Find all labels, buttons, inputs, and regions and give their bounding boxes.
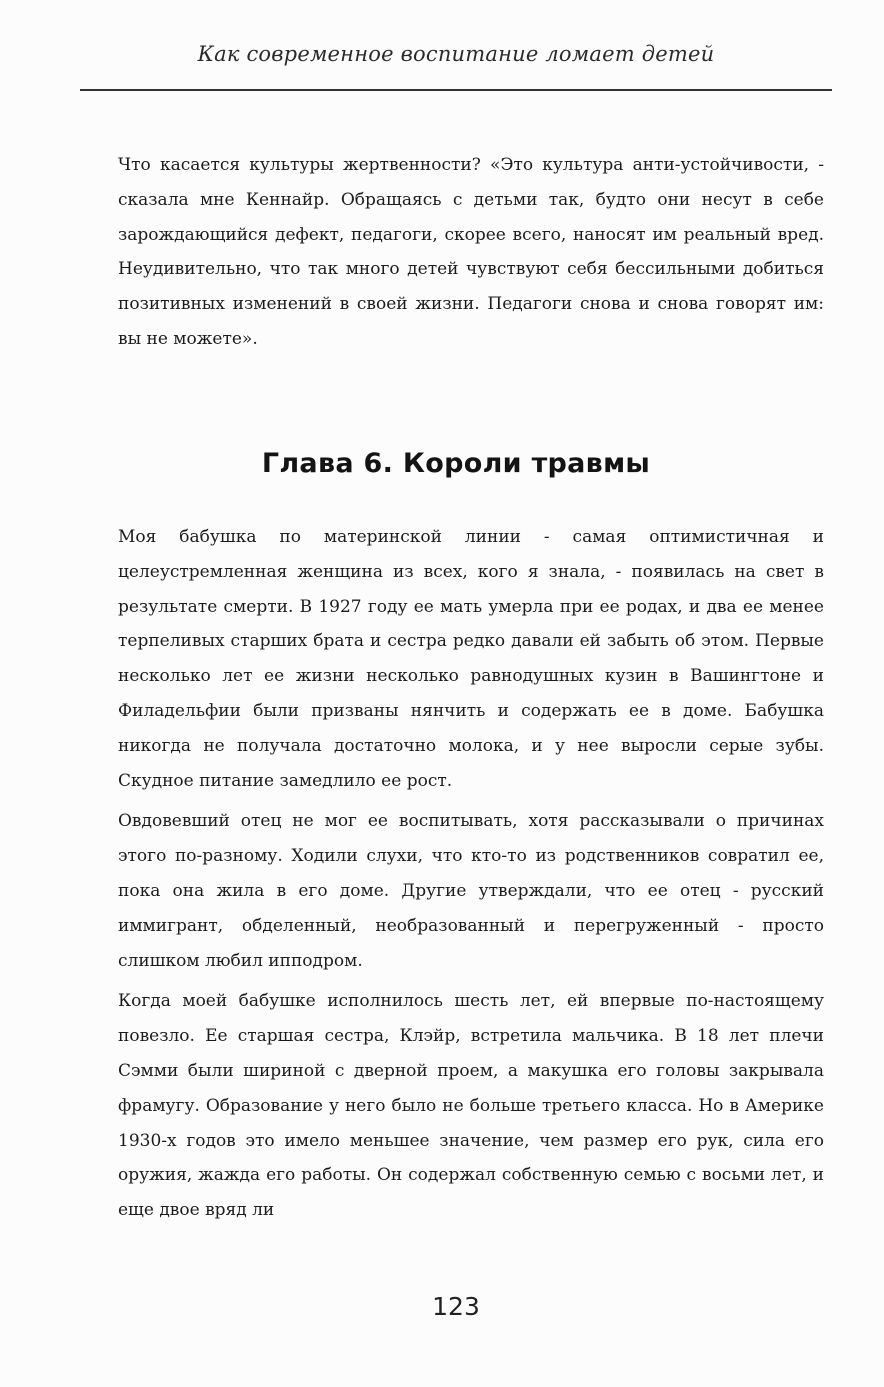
running-header-title: Как современное воспитание ломает детей [197,42,715,66]
chapter-paragraph-2: Овдовевший отец не мог ее воспитывать, хотя рассказывали о причинах этого по-разному. Ходили слухи, что кто-то из родственников совратил ее, пока она жила в его доме. Другие утверждали, что ее отец - русский иммигрант, обделенный, необразованный и перегруженный - просто слишком любил ипподром. [118,811,824,971]
header-divider [80,89,832,91]
intro-text [118,148,824,357]
chapter-paragraph-1: Моя бабушка по материнской линии - самая оптимистичная и целеустремленная женщина из всех, кого я знала, - появилась на свет в результате смерти. В 1927 году ее мать умерла при ее родах, и два ее менее терпеливых старших брата и сестра редко давали ей забыть об этом. Первые несколько лет ее жизни несколько равнодушных кузин в Вашингтоне и Филадельфии были призваны нянчить и содержать ее в доме. Бабушка никогда не получала достаточно молока, и у нее выросли серые зубы. Скудное питание замедлило ее рост. [118,527,824,791]
chapter-body [118,520,824,1234]
chapter-title: Глава 6. Короли травмы [261,448,651,479]
chapter-paragraph-3: Когда моей бабушке исполнилось шесть лет, ей впервые по-настоящему повезло. Ее старшая сестра, Клэйр, встретила мальчика. В 18 лет плечи Сэмми были шириной с дверной проем, а макушка его головы закрывала фрамугу. Образование у него было не больше третьего класса. Но в Америке 1930-х годов это имело меньшее значение, чем размер его рук, сила его оружия, жажда его работы. Он содержал собственную семью с восьми лет, и еще двое вряд ли [118,991,824,1221]
intro-paragraph: Что касается культуры жертвенности? «Это культура анти-устойчивости, - сказала мне Кеннайр. Обращаясь с детьми так, будто они несут в себе зарождающийся дефект, педагоги, скорее всего, наносят им реальный вред. Неудивительно, что так много детей чувствуют себя бессильными добиться позитивных изменений в своей жизни. Педагоги снова и снова говорят им: вы не можете». [118,155,824,349]
page-number: 123 [432,1292,480,1321]
